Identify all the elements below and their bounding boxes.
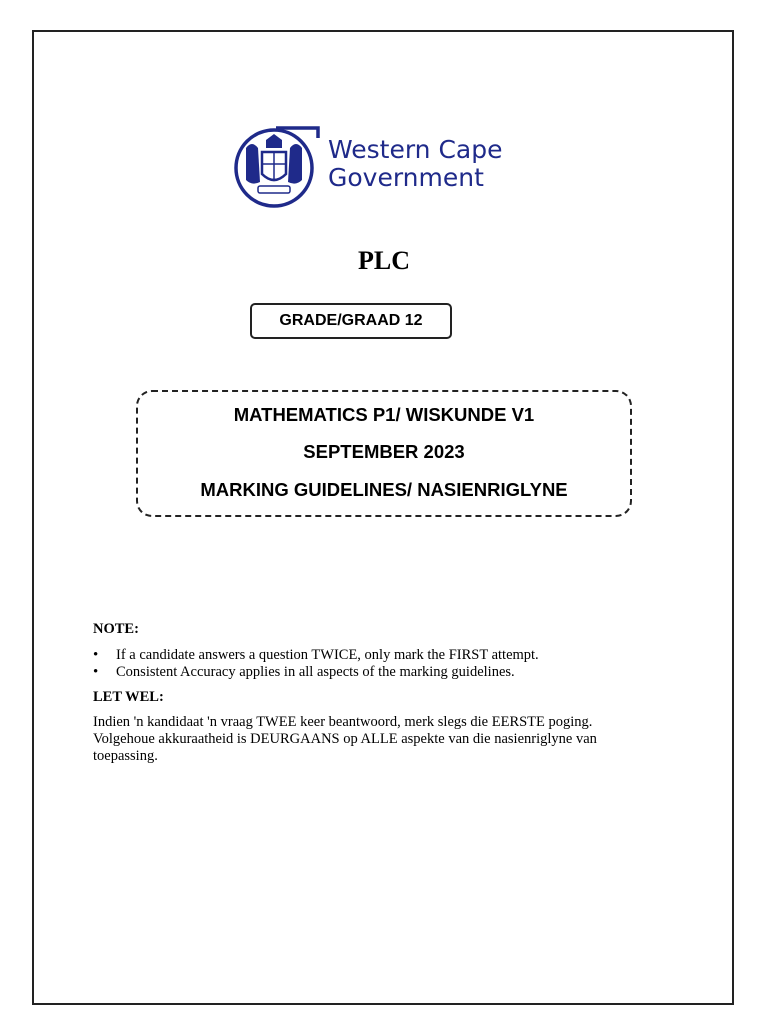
note-item: • If a candidate answers a question TWICE, only mark the FIRST attempt. xyxy=(93,647,653,664)
notes-section xyxy=(93,621,653,765)
title-box xyxy=(136,390,632,517)
subject-title: MATHEMATICS P1/ WISKUNDE V1 xyxy=(233,404,535,425)
note-heading: NOTE: xyxy=(93,621,139,637)
grade-box xyxy=(250,303,452,339)
document-type: MARKING GUIDELINES/ NASIENRIGLYNE xyxy=(200,479,568,500)
western-cape-logo xyxy=(232,122,532,210)
logo-wordmark xyxy=(328,136,503,192)
note-item: • Consistent Accuracy applies in all aspects of the marking guidelines. xyxy=(93,664,653,681)
coat-of-arms-icon xyxy=(232,122,320,210)
note-list xyxy=(93,647,653,681)
page-title: PLC xyxy=(358,246,410,275)
exam-date: SEPTEMBER 2023 xyxy=(303,441,465,462)
grade-label: GRADE/GRAAD 12 xyxy=(279,312,423,329)
let-wel-text: Indien 'n kandidaat 'n vraag TWEE keer beantwoord, merk slegs die EERSTE poging. Volgehoue akkuraatheid is DEURGAANS op ALLE aspekte van die nasienriglyne van toepassing. xyxy=(93,714,597,764)
logo-line-2: Government xyxy=(328,163,484,192)
let-wel-heading: LET WEL: xyxy=(93,689,164,705)
logo-line-1: Western Cape xyxy=(328,135,503,164)
